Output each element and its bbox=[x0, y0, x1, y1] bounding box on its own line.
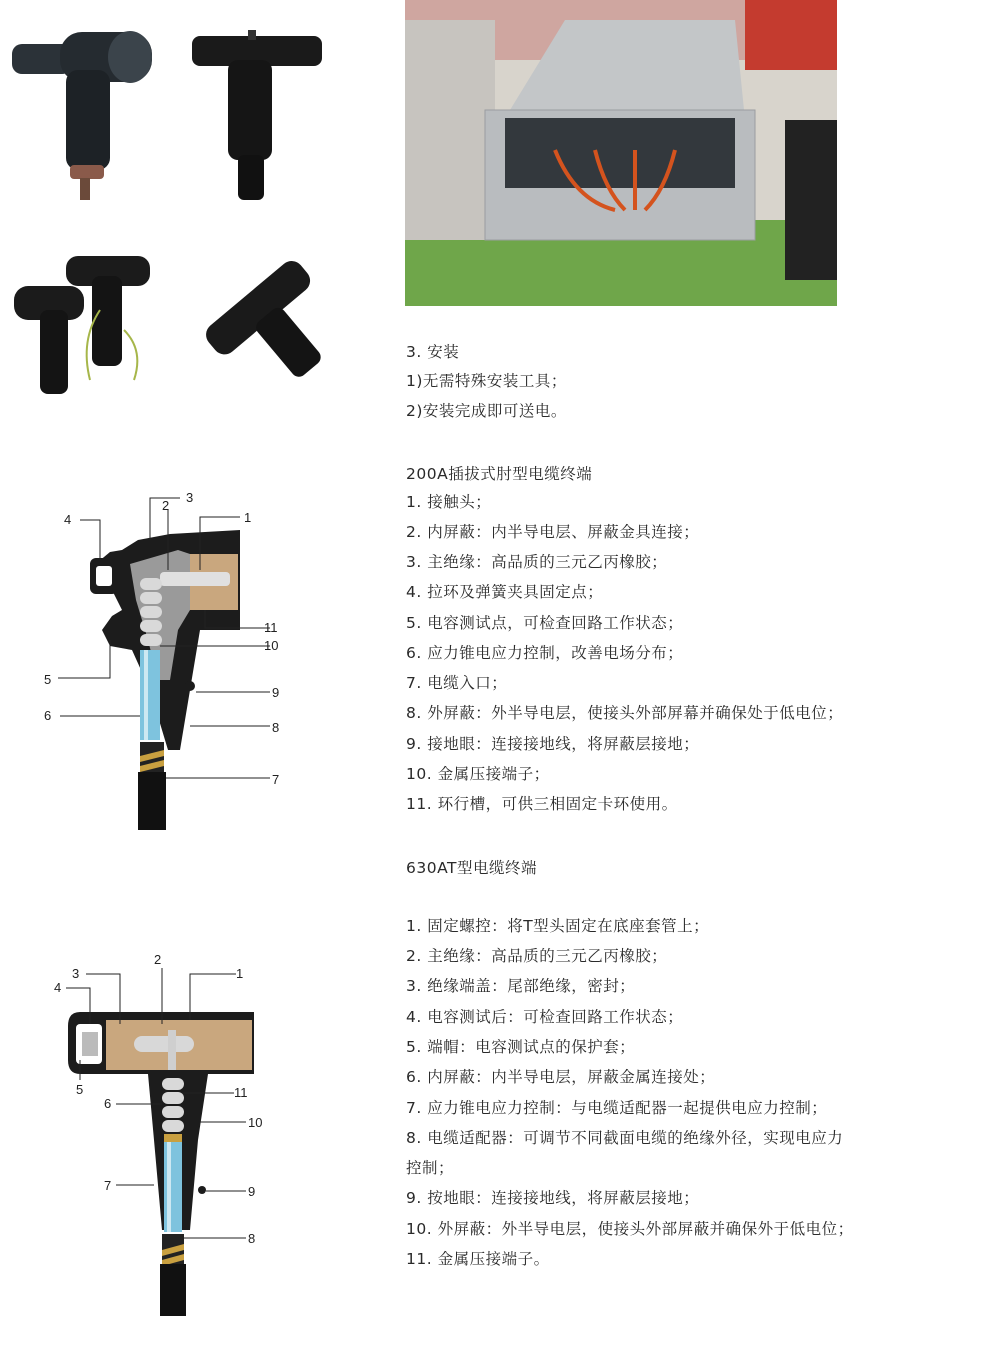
tee-630a-item-4: 4. 电容测试后：可检查回路工作状态； bbox=[406, 1008, 684, 1026]
label-9: 9 bbox=[272, 685, 280, 700]
angled-t-photo bbox=[201, 256, 356, 408]
label-1: 1 bbox=[244, 510, 252, 525]
tee-630a-item-8: 8. 电缆适配器：可调节不同截面电缆的绝缘外径，实现电应力 bbox=[406, 1129, 844, 1147]
product-photos bbox=[0, 0, 395, 410]
tee-label-8: 8 bbox=[248, 1231, 256, 1246]
tee-630a-item-2: 2. 主绝缘：高品质的三元乙丙橡胶； bbox=[406, 947, 668, 965]
install-heading: 3. 安装 bbox=[406, 343, 460, 361]
tee-630a-item-9: 9. 按地眼：连接接地线，将屏蔽层接地； bbox=[406, 1189, 700, 1207]
switch-cabinet-photo bbox=[405, 0, 837, 306]
tee-label-9: 9 bbox=[248, 1184, 256, 1199]
tee-label-3: 3 bbox=[72, 966, 80, 981]
elbow-connector-photo bbox=[12, 31, 152, 200]
tee-630a-item-10: 10. 外屏蔽：外半导电层，使接头外部屏蔽并确保外于低电位； bbox=[406, 1220, 854, 1238]
label-8: 8 bbox=[272, 720, 280, 735]
tee-label-5: 5 bbox=[76, 1082, 84, 1097]
tee-label-7: 7 bbox=[104, 1178, 112, 1193]
label-11: 11 bbox=[264, 620, 278, 635]
elbow-200a-item-10: 10. 金属压接端子； bbox=[406, 765, 550, 783]
label-2: 2 bbox=[162, 498, 170, 513]
elbow-pair-photo bbox=[14, 256, 150, 394]
elbow-200a-item-9: 9. 接地眼：连接接地线，将屏蔽层接地； bbox=[406, 735, 700, 753]
tee-630a-item-1: 1. 固定螺控：将T型头固定在底座套管上； bbox=[406, 917, 710, 935]
tee-630a-item-7: 7. 应力锥电应力控制：与电缆适配器一起提供电应力控制； bbox=[406, 1099, 828, 1117]
tee-630a-diagram bbox=[50, 950, 290, 1330]
elbow-200a-item-2: 2. 内屏蔽：内半导电层、屏蔽金具连接； bbox=[406, 523, 700, 541]
label-4: 4 bbox=[64, 512, 72, 527]
label-10: 10 bbox=[264, 638, 279, 653]
tee-630a-heading: 630AT型电缆终端 bbox=[406, 859, 537, 877]
tee-630a-item-5: 5. 端帽：电容测试点的保护套； bbox=[406, 1038, 636, 1056]
tee-label-10: 10 bbox=[248, 1115, 263, 1130]
install-item-1: 1)无需特殊安装工具； bbox=[406, 372, 567, 390]
elbow-200a-heading: 200A插拔式肘型电缆终端 bbox=[406, 465, 593, 483]
label-3: 3 bbox=[186, 490, 194, 505]
tee-label-6: 6 bbox=[104, 1096, 112, 1111]
tee-630a-item-8-cont: 控制； bbox=[406, 1159, 455, 1177]
tee-label-1: 1 bbox=[236, 966, 244, 981]
elbow-200a-item-4: 4. 拉环及弹簧夹具固定点； bbox=[406, 583, 604, 601]
label-6: 6 bbox=[44, 708, 52, 723]
tee-label-4: 4 bbox=[54, 980, 62, 995]
elbow-200a-item-3: 3. 主绝缘：高品质的三元乙丙橡胶； bbox=[406, 553, 668, 571]
tee-label-2: 2 bbox=[154, 952, 162, 967]
elbow-200a-item-7: 7. 电缆入口； bbox=[406, 674, 508, 692]
install-item-2: 2)安装完成即可送电。 bbox=[406, 402, 567, 420]
elbow-200a-item-8: 8. 外屏蔽：外半导电层，使接头外部屏幕并确保处于低电位； bbox=[406, 704, 844, 722]
t-connector-photo bbox=[192, 30, 322, 200]
elbow-200a-item-6: 6. 应力锥电应力控制，改善电场分布； bbox=[406, 644, 684, 662]
elbow-200a-diagram bbox=[40, 480, 300, 840]
label-7: 7 bbox=[272, 772, 280, 787]
tee-label-11: 11 bbox=[234, 1085, 248, 1100]
elbow-200a-item-11: 11. 环行槽，可供三相固定卡环使用。 bbox=[406, 795, 678, 813]
tee-630a-item-3: 3. 绝缘端盖：尾部绝缘，密封； bbox=[406, 977, 636, 995]
label-5: 5 bbox=[44, 672, 52, 687]
elbow-200a-item-1: 1. 接触头； bbox=[406, 493, 492, 511]
tee-630a-item-6: 6. 内屏蔽：内半导电层，屏蔽金属连接处； bbox=[406, 1068, 716, 1086]
elbow-200a-item-5: 5. 电容测试点，可检查回路工作状态； bbox=[406, 614, 684, 632]
tee-630a-item-11: 11. 金属压接端子。 bbox=[406, 1250, 550, 1268]
